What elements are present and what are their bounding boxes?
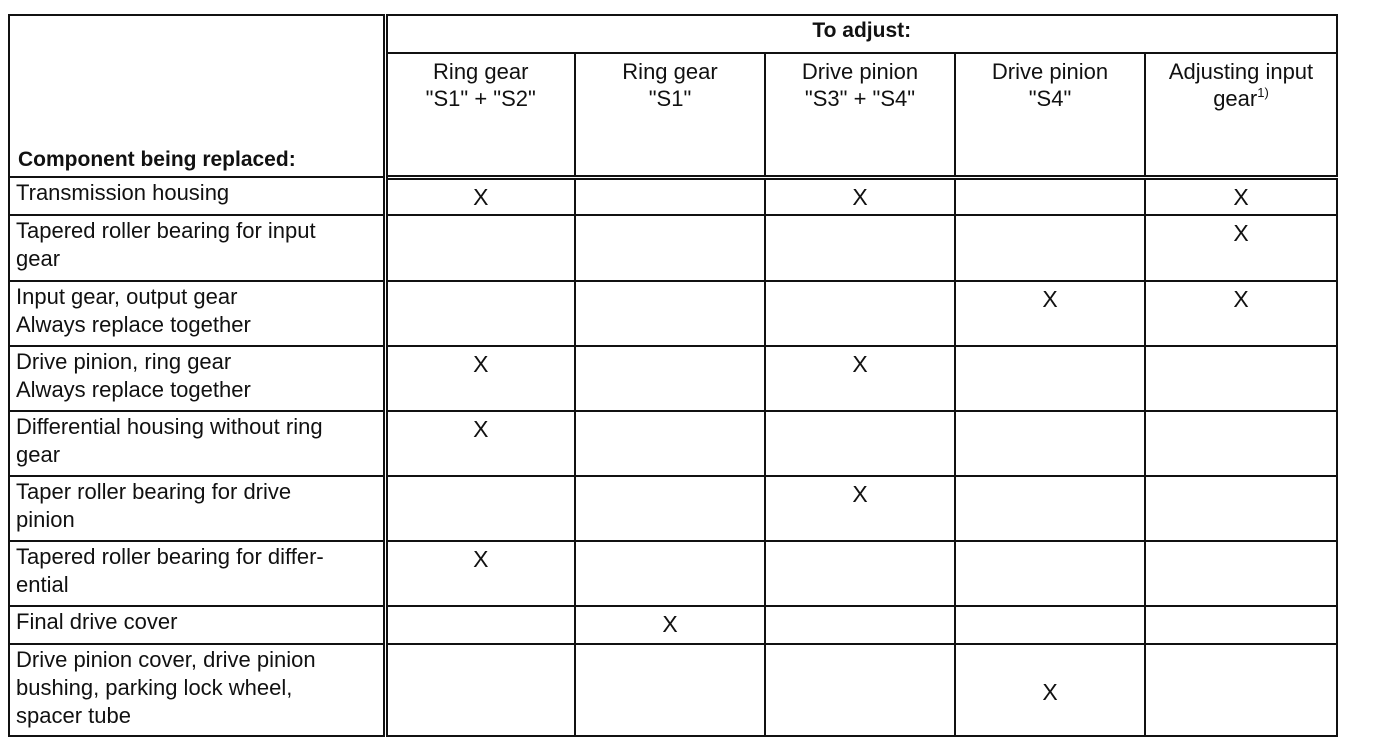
component-cell <box>9 177 385 215</box>
column-header-line2: "S1" + "S2" <box>425 86 536 111</box>
component-text-line: Always replace together <box>16 377 251 402</box>
adjustment-sheet <box>8 14 1336 742</box>
component-cell <box>9 606 385 644</box>
component-text-line: Drive pinion, ring gear <box>16 349 232 374</box>
to-adjust-header <box>385 15 1337 53</box>
component-text-line: Transmission housing <box>16 180 230 205</box>
mark-cell <box>955 476 1145 541</box>
mark-cell <box>1145 346 1337 411</box>
mark-cell: X <box>1145 177 1337 215</box>
mark-cell <box>385 215 575 281</box>
mark-cell: X <box>385 411 575 476</box>
component-cell <box>9 541 385 606</box>
mark-cell <box>1145 476 1337 541</box>
mark-cell <box>765 644 955 736</box>
mark-cell <box>385 281 575 346</box>
mark-cell: X <box>1145 281 1337 346</box>
mark-cell <box>575 476 765 541</box>
mark-cell <box>385 644 575 736</box>
mark-cell: X <box>385 177 575 215</box>
component-text-line: Tapered roller bearing for input <box>16 218 316 243</box>
mark-cell <box>1145 541 1337 606</box>
mark-cell <box>575 541 765 606</box>
column-header-line1: Ring gear <box>622 59 718 84</box>
column-header-line1: Drive pinion <box>801 59 919 84</box>
mark-cell <box>765 606 955 644</box>
table-row <box>9 281 1337 346</box>
component-text-line: Input gear, output gear <box>16 284 238 309</box>
component-text-line: pinion <box>16 507 75 532</box>
component-cell <box>9 215 385 281</box>
column-header <box>1145 53 1337 177</box>
component-cell <box>9 476 385 541</box>
table-row <box>9 215 1337 281</box>
mark-cell: X <box>765 177 955 215</box>
mark-cell <box>765 411 955 476</box>
mark-cell <box>385 606 575 644</box>
mark-cell <box>955 541 1145 606</box>
to-adjust-label: To adjust: <box>812 19 912 42</box>
mark-cell <box>575 644 765 736</box>
component-text-line: Tapered roller bearing for differ- <box>16 544 324 569</box>
mark-cell <box>385 476 575 541</box>
component-text-line: Differential housing without ring <box>16 414 323 439</box>
column-header <box>575 53 765 177</box>
column-header-line2: gear <box>1213 86 1258 111</box>
column-header-line1: Drive pinion <box>991 59 1109 84</box>
mark-cell <box>575 411 765 476</box>
mark-cell <box>1145 606 1337 644</box>
mark-cell <box>955 177 1145 215</box>
column-header <box>385 53 575 177</box>
mark-cell: X <box>765 476 955 541</box>
table-row <box>9 177 1337 215</box>
component-header-label: Component being replaced: <box>18 148 296 171</box>
mark-cell <box>955 411 1145 476</box>
mark-cell <box>955 606 1145 644</box>
mark-cell: X <box>575 606 765 644</box>
mark-cell <box>1145 644 1337 736</box>
component-text-line: bushing, parking lock wheel, <box>16 675 293 700</box>
component-text-line: Drive pinion cover, drive pinion <box>16 647 316 672</box>
footnote-marker: 1) <box>1257 85 1269 100</box>
column-header-line2: "S1" <box>648 86 692 111</box>
component-text-line: gear <box>16 442 61 467</box>
component-text-line: gear <box>16 246 61 271</box>
mark-cell <box>955 346 1145 411</box>
component-cell <box>9 411 385 476</box>
table-row <box>9 476 1337 541</box>
table-row <box>9 541 1337 606</box>
mark-cell <box>575 177 765 215</box>
mark-cell <box>575 281 765 346</box>
mark-cell: X <box>1145 215 1337 281</box>
component-text-line: spacer tube <box>16 703 131 728</box>
component-text-line: Always replace together <box>16 312 251 337</box>
table-row <box>9 644 1337 736</box>
component-text-line: ential <box>16 572 69 597</box>
mark-cell <box>765 215 955 281</box>
component-cell <box>9 346 385 411</box>
mark-cell <box>955 215 1145 281</box>
column-header <box>955 53 1145 177</box>
header-row <box>9 15 1337 53</box>
mark-cell <box>575 346 765 411</box>
table-row <box>9 411 1337 476</box>
mark-cell: X <box>385 346 575 411</box>
mark-cell: X <box>955 644 1145 736</box>
component-text-line: Final drive cover <box>16 609 178 634</box>
component-text-line: Taper roller bearing for drive <box>16 479 292 504</box>
component-cell <box>9 644 385 736</box>
mark-cell: X <box>765 346 955 411</box>
adjustment-table <box>8 14 1338 737</box>
mark-cell: X <box>385 541 575 606</box>
column-header <box>765 53 955 177</box>
column-header-line1: Adjusting input <box>1168 59 1314 84</box>
table-row <box>9 346 1337 411</box>
mark-cell <box>1145 411 1337 476</box>
mark-cell <box>575 215 765 281</box>
mark-cell <box>765 281 955 346</box>
mark-cell <box>765 541 955 606</box>
mark-cell: X <box>955 281 1145 346</box>
component-cell <box>9 281 385 346</box>
table-row <box>9 606 1337 644</box>
component-column-header <box>9 15 385 177</box>
column-header-line2: "S4" <box>1028 86 1072 111</box>
column-header-line2: "S3" + "S4" <box>804 86 916 111</box>
column-header-line1: Ring gear <box>433 59 529 84</box>
